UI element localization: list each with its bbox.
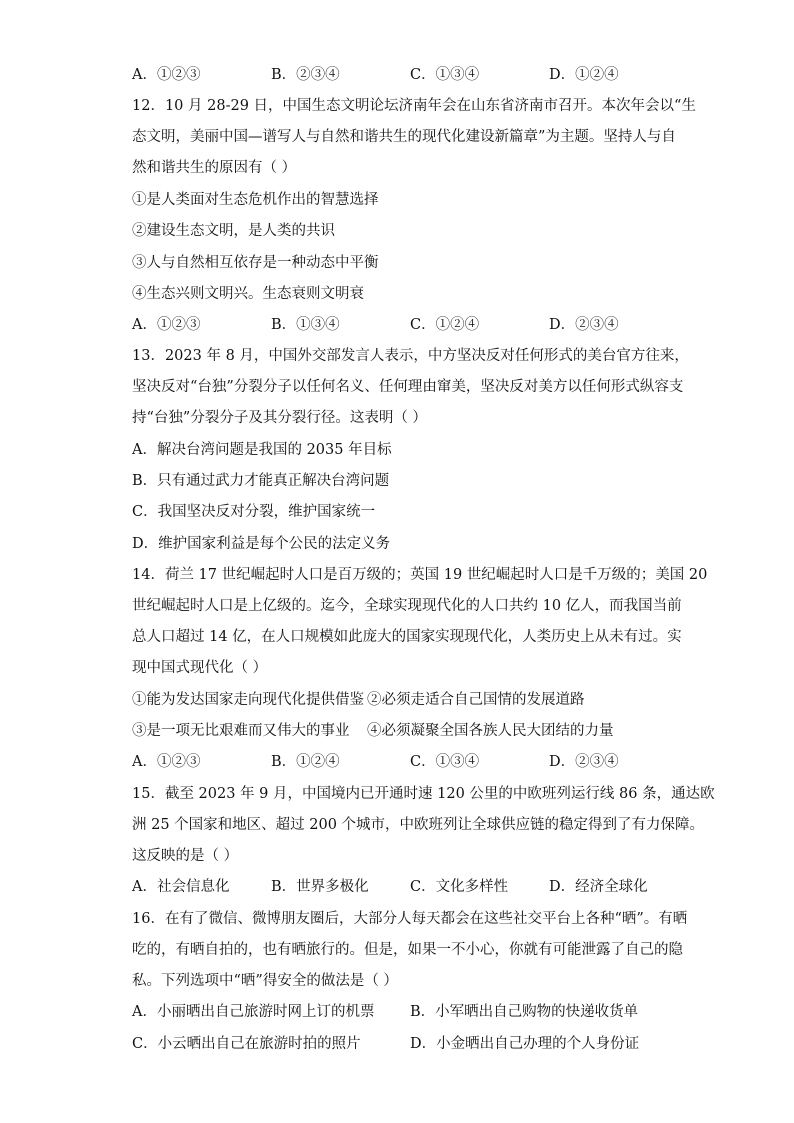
q12-option-b[interactable]: B．①③④ (271, 317, 340, 333)
q14-statement-2: ②必须走适合自己国情的发展道路 (367, 692, 585, 708)
q12-stem-line-1: 12．10 月 28-29 日，中国生态文明论坛济南年会在山东省济南市召开。本次年会以“生 (132, 98, 696, 114)
q16-option-b[interactable]: B．小军晒出自己购物的快递收货单 (410, 1004, 639, 1020)
q15-options (132, 877, 692, 897)
q13-option-a[interactable]: A．解决台湾问题是我国的 2035 年目标 (132, 442, 392, 458)
q15-option-a[interactable]: A．社会信息化 (132, 879, 230, 895)
q13-stem-line-3: 持“台独”分裂分子及其分裂行径。这表明（ ） (132, 410, 427, 426)
q12-option-c[interactable]: C．①②④ (410, 317, 480, 333)
q12-option-d[interactable]: D．②③④ (549, 317, 619, 333)
q14-statement-4: ④必须凝聚全国各族人民大团结的力量 (367, 723, 614, 739)
q12-stem-line-3: 然和谐共生的原因有（ ） (132, 160, 297, 176)
q14-stem-line-4: 现中国式现代化（ ） (132, 660, 268, 676)
q15-option-b[interactable]: B．世界多极化 (271, 879, 369, 895)
q16-stem-line-2: 吃的，有晒自拍的，也有晒旅行的。但是，如果一不小心，你就有可能泄露了自己的隐 (132, 942, 683, 958)
q14-stem-line-2: 世纪崛起时人口是上亿级的。迄今，全球实现现代化的人口共约 10 亿人，而我国当前 (132, 598, 682, 614)
q12-statement-1: ①是人类面对生态危机作出的智慧选择 (132, 192, 379, 208)
q12-statement-3: ③人与自然相互依存是一种动态中平衡 (132, 255, 379, 271)
q14-option-b[interactable]: B．①②④ (271, 754, 340, 770)
q11-option-b[interactable]: B．②③④ (271, 67, 340, 83)
q11-option-a[interactable]: A．①②③ (132, 67, 201, 83)
q11-options (132, 65, 692, 85)
q12-options (132, 315, 692, 335)
q14-stem-line-1: 14．荷兰 17 世纪崛起时人口是百万级的；英国 19 世纪崛起时人口是千万级的；美国 20 (132, 567, 708, 583)
q13-option-d[interactable]: D．维护国家利益是每个公民的法定义务 (132, 536, 391, 552)
q16-option-c[interactable]: C．小云晒出自己在旅游时拍的照片 (132, 1036, 361, 1052)
q12-stem-line-2: 态文明，美丽中国—谱写人与自然和谐共生的现代化建设新篇章”为主题。坚持人与自 (132, 129, 676, 145)
q16-options-row-1 (132, 1002, 692, 1022)
q15-stem-line-2: 洲 25 个国家和地区、超过 200 个城市，中欧班列让全球供应链的稳定得到了有力保障。 (132, 817, 705, 833)
q11-option-c[interactable]: C．①③④ (410, 67, 480, 83)
q14-option-c[interactable]: C．①③④ (410, 754, 480, 770)
q14-statement-3: ③是一项无比艰难而又伟大的事业 (132, 723, 350, 739)
q12-statement-2: ②建设生态文明，是人类的共识 (132, 223, 335, 239)
q14-stem-line-3: 总人口超过 14 亿，在人口规模如此庞大的国家实现现代化，人类历史上从未有过。实 (132, 629, 682, 645)
q16-option-d[interactable]: D．小金晒出自己办理的个人身份证 (410, 1036, 640, 1052)
q15-option-d[interactable]: D．经济全球化 (549, 879, 648, 895)
q14-option-d[interactable]: D．②③④ (549, 754, 619, 770)
q16-stem-line-1: 16．在有了微信、微博朋友圈后，大部分人每天都会在这些社交平台上各种“晒”。有晒 (132, 911, 688, 927)
q14-option-a[interactable]: A．①②③ (132, 754, 201, 770)
q14-statement-row-1 (132, 690, 692, 710)
q16-option-a[interactable]: A．小丽晒出自己旅游时网上订的机票 (132, 1004, 375, 1020)
q11-option-d[interactable]: D．①②④ (549, 67, 619, 83)
q16-stem-line-3: 私。下列选项中“晒”得安全的做法是（ ） (132, 973, 398, 989)
q15-stem-line-3: 这反映的是（ ） (132, 848, 239, 864)
q14-statement-1: ①能为发达国家走向现代化提供借鉴 (132, 692, 364, 708)
q13-option-b[interactable]: B．只有通过武力才能真正解决台湾问题 (132, 473, 390, 489)
q12-option-a[interactable]: A．①②③ (132, 317, 201, 333)
q14-options (132, 752, 692, 772)
q14-statement-row-2 (132, 721, 692, 741)
q13-option-c[interactable]: C．我国坚决反对分裂，维护国家统一 (132, 504, 376, 520)
q12-statement-4: ④生态兴则文明兴。生态衰则文明衰 (132, 286, 364, 302)
q15-option-c[interactable]: C．文化多样性 (410, 879, 509, 895)
q13-stem-line-2: 坚决反对“台独”分裂分子以任何名义、任何理由窜美，坚决反对美方以任何形式纵容支 (132, 379, 684, 395)
q13-stem-line-1: 13．2023 年 8 月，中国外交部发言人表示，中方坚决反对任何形式的美台官方往来， (132, 348, 689, 364)
q15-stem-line-1: 15．截至 2023 年 9 月，中国境内已开通时速 120 公里的中欧班列运行线 86 条，通达欧 (132, 786, 715, 802)
q16-options-row-2 (132, 1034, 692, 1054)
